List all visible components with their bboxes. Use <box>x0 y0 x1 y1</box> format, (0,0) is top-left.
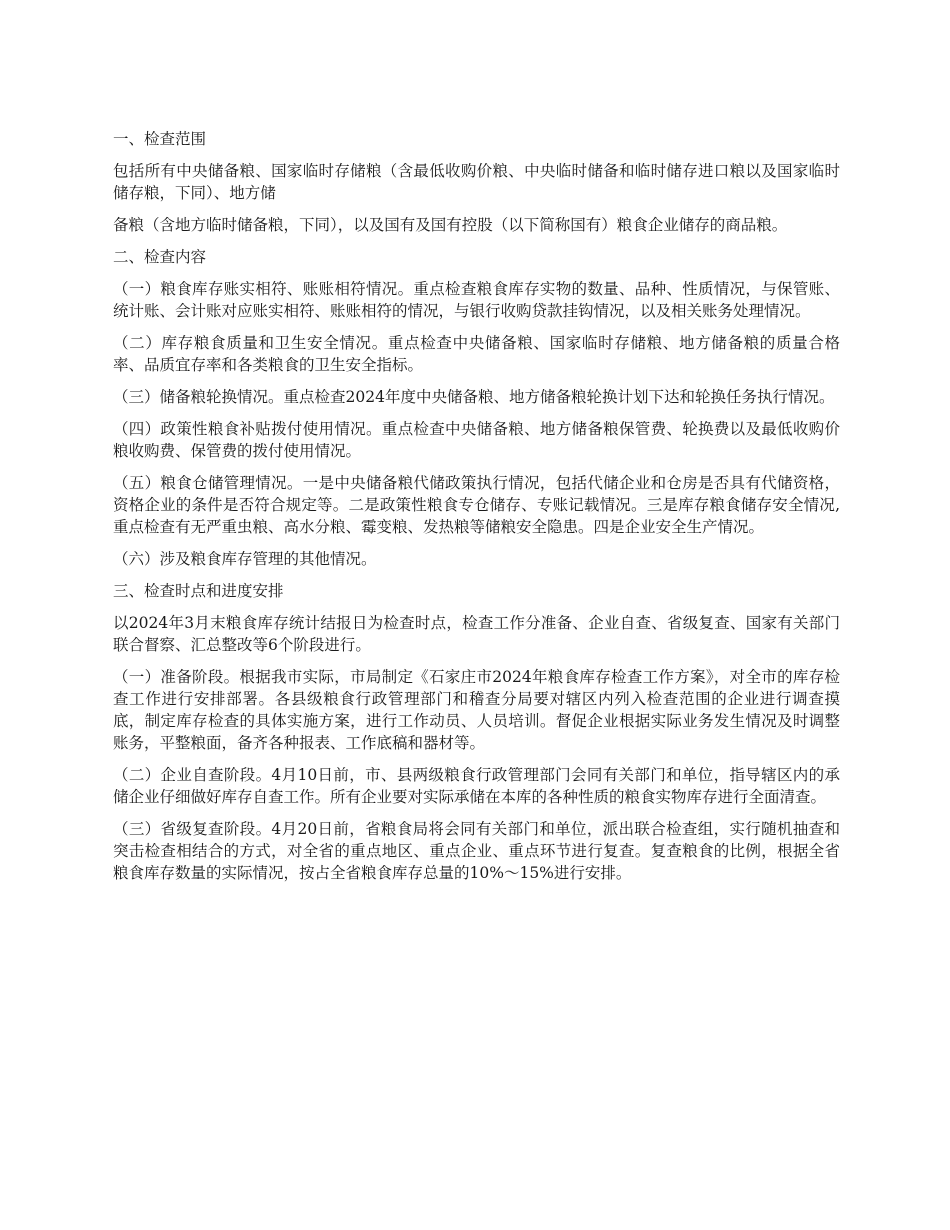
section-heading-content: 二、检查内容 <box>113 248 207 266</box>
paragraph: （一）准备阶段。根据我市实际，市局制定《石家庄市2024年粮食库存检查工作方案》，对全市的库存检查工作进行安排部署。各县级粮食行政管理部门和稽查分局要对辖区内列入检查范围的企业进行调查摸底，制定库存检查的具体实施方案，进行工作动员、人员培训。督促企业根据实际业务发生情况及时调整账务，平整粮面，备齐各种报表、工作底稿和器材等。 <box>113 668 840 752</box>
paragraph: （二）库存粮食质量和卫生安全情况。重点检查中央储备粮、国家临时存储粮、地方储备粮的质量合格率、品质宜存率和各类粮食的卫生安全指标。 <box>113 334 840 374</box>
section-heading-scope: 一、检查范围 <box>113 130 207 148</box>
paragraph: （六）涉及粮食库存管理的其他情况。 <box>113 550 377 568</box>
paragraph: （三）省级复查阶段。4月20日前，省粮食局将会同有关部门和单位，派出联合检查组，实行随机抽查和突击检查相结合的方式，对全省的重点地区、重点企业、重点环节进行复查。复查粮食的比例，根据全省粮食库存数量的实际情况，按占全省粮食库存总量的10%～15%进行安排。 <box>113 820 840 882</box>
paragraph: （五）粮食仓储管理情况。一是中央储备粮代储政策执行情况，包括代储企业和仓房是否具有代储资格，资格企业的条件是否符合规定等。二是政策性粮食专仓储存、专账记载情况。三是库存粮食储存安全情况,重点检查有无严重虫粮、高水分粮、霉变粮、发热粮等储粮安全隐患。四是企业安全生产情况。 <box>113 474 840 536</box>
paragraph: 以2024年3月末粮食库存统计结报日为检查时点，检查工作分准备、企业自查、省级复查、国家有关部门联合督察、汇总整改等6个阶段进行。 <box>113 614 840 654</box>
paragraph: （二）企业自查阶段。4月10日前，市、县两级粮食行政管理部门会同有关部门和单位，指导辖区内的承储企业仔细做好库存自查工作。所有企业要对实际承储在本库的各种性质的粮食实物库存进行全面清查。 <box>113 766 840 806</box>
paragraph: 包括所有中央储备粮、国家临时存储粮（含最低收购价粮、中央临时储备和临时储存进口粮以及国家临时储存粮，下同）、地方储 <box>113 162 840 202</box>
paragraph: （一）粮食库存账实相符、账账相符情况。重点检查粮食库存实物的数量、品种、性质情况，与保管账、统计账、会计账对应账实相符、账账相符的情况，与银行收购贷款挂钩情况，以及相关账务处理情况。 <box>113 280 840 320</box>
document-body <box>113 128 840 894</box>
paragraph: 备粮（含地方临时储备粮，下同），以及国有及国有控股（以下简称国有）粮食企业储存的商品粮。 <box>113 216 788 234</box>
paragraph: （四）政策性粮食补贴拨付使用情况。重点检查中央储备粮、地方储备粮保管费、轮换费以及最低收购价粮收购费、保管费的拨付使用情况。 <box>113 420 840 460</box>
section-heading-schedule: 三、检查时点和进度安排 <box>113 582 284 600</box>
paragraph: （三）储备粮轮换情况。重点检查2024年度中央储备粮、地方储备粮轮换计划下达和轮换任务执行情况。 <box>113 388 835 406</box>
